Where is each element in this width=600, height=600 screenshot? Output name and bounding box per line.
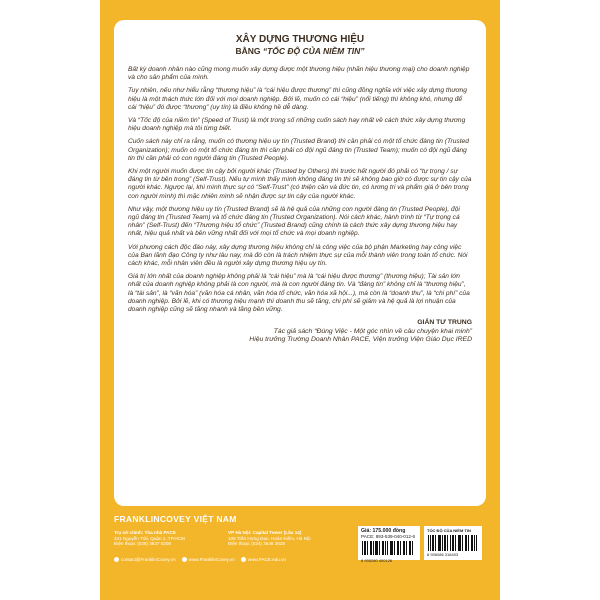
paragraph: Và “Tốc độ của niềm tin” (Speed of Trust) là một trong số những cuốn sách hay nhất về cách thức xây dựng thương hiệu doanh nghiệp mà tôi từng biết. (128, 117, 466, 133)
paragraph: Giá trị lớn nhất của doanh nghiệp không phải là “cái hiệu” mà là “cái hiệu được thương” (thương hiệu); Tài sản lớn nhất của doanh nghiệp không phải là con người, mà là con người đáng tin. Và “đáng tin” không chỉ là “thương hiệu”, là “tài sản”, là “văn hóa” (văn hóa cá nhân, văn hóa tổ chức, văn hóa xã hội...), mà còn là “doanh thu”, là “chi phí” của doanh nghiệp. Bởi lẽ, khi có thương hiệu mạnh thì doanh thu sẽ tăng, chi phí sẽ giảm và hệ quả là lợi nhuận của doanh nghiệp cũng sẽ tăng nhanh và tăng bền vững. (128, 273, 470, 314)
content-panel (114, 20, 486, 506)
hn-head: VP Hà Nội: Capital Tower (Lầu 14) (228, 530, 302, 535)
email-icon (114, 557, 119, 562)
website-link-2[interactable] (241, 557, 286, 562)
title-line2-prefix: BẰNG (235, 46, 263, 56)
barcode-1-icon (361, 541, 415, 557)
publisher-brand: FRANKLINCOVEY VIỆT NAM (114, 514, 237, 524)
hn-line: 109 Trần Hưng Đạo, Hoàn Kiếm, Hà Nội (228, 535, 311, 541)
barcode-title: TỐC ĐỘ CỦA NIỀM TIN (427, 528, 471, 533)
globe-icon (241, 557, 246, 562)
paragraph: Như vậy, một thương hiệu uy tín (Trusted Brand) sẽ là hệ quả của những con người đáng tin (Trusted People), đội ngũ đáng tin (Trusted Team) và tổ chức đáng tin (Trusted Organization). Nói cách khác, hành trình từ “Tự trọng cá nhân” (Self-Trust) đến “Thương hiệu tổ chức” (Trusted Brand) cũng chính là cách thức xây dựng thương hiệu hay nhất, hiệu quả nhất và bền vững nhất đối với mọi tổ chức và mọi doanh nghiệp. (128, 205, 460, 238)
signature-line2: Hiệu trưởng Trường Doanh Nhân PACE, Viện trưởng Viện Giáo Dục IRED (249, 336, 472, 344)
hn-address (228, 530, 336, 547)
price-box (358, 526, 420, 563)
hcm-line: Điện thoại: (028) 3837 0208 (114, 541, 171, 547)
hcm-address (114, 530, 222, 547)
isbn-label: PACE: 893-539-040-012-6 (361, 534, 416, 539)
website-link-1[interactable] (182, 557, 235, 562)
barcode-box (424, 526, 482, 560)
signature (128, 319, 472, 344)
signature-line1: Tác giả sách “Đúng Việc - Một góc nhìn về câu chuyện khai minh” (273, 327, 472, 335)
paragraph: Khi một người muốn được tin cậy bởi người khác (Trusted by Others) thì trước hết người đó phải có “tự trọng / sự đáng tin từ bên trong” (Self-Trust). Nếu tự mình thấy mình không đáng tin thì sẽ không bao giờ có được sự tin cậy của người khác. Ngược lại, khi mình thực sự có “Self-Trust” (có thiện cần và đức tin, có lương tri và phẩm giá ở bên trong con người mình) thì mặc nhiên mình sẽ nhận được sự tin cậy của người khác. (128, 168, 472, 200)
hn-line: Điện thoại: (024) 3646 2828 (228, 541, 285, 547)
paragraph: Bất kỳ doanh nhân nào cũng mong muốn xây dựng được một thương hiệu (nhãn hiệu thương mại) cho doanh nghiệp và cho sản phẩm của mình. (128, 66, 470, 82)
globe-icon (182, 557, 187, 562)
contact-links (114, 557, 340, 562)
paragraph: Tuy nhiên, nếu như hiểu rằng “thương hiệu” là “cái hiệu được thương” thì cũng đồng nghĩa với việc xây dựng thương hiệu là một thách thức lớn đối với mọi doanh nghiệp. Bởi lẽ, muốn có cái “hiệu” (nổi tiếng) thì không khó, nhưng để cái “hiệu” đó được “thương” (uy tín) là điều không hề dễ dàng. (128, 87, 467, 111)
barcode-number-1: 8 935280 400126 (361, 558, 393, 563)
email-text: contact@FranklinCovey.vn (121, 556, 176, 562)
hcm-head: Trụ sở chính: Tòa nhà PACE (114, 530, 176, 535)
addresses (114, 530, 340, 547)
signature-name: GIẢN TƯ TRUNG (417, 319, 472, 327)
website-text-2: www.PACE.edu.vn (247, 556, 286, 562)
barcode-number-2: 8 936086 318403 (427, 552, 459, 557)
hcm-line: 341 Nguyễn Trãi, Quận 1, TP.HCM (114, 535, 185, 541)
publisher-footer (114, 514, 340, 594)
title-line2-quote: “TỐC ĐỘ CỦA NIỀM TIN” (262, 46, 365, 56)
title-line1: XÂY DỰNG THƯƠNG HIỆU (235, 34, 365, 45)
barcode-2-icon (427, 535, 479, 551)
paragraph: Cuốn sách này chỉ ra rằng, muốn có thương hiệu uy tín (Trusted Brand) thì cần phải có một tổ chức đáng tin (Trusted Organization); muốn có một tổ chức đáng tin thì cần phải có đội ngũ đáng tin (Trusted Team); muốn có đội ngũ đáng tin thì cần phải có con người đáng tin (Trusted People). (128, 138, 469, 162)
website-text-1: www.FranklinCovey.vn (188, 556, 235, 562)
email-link[interactable] (114, 557, 176, 562)
title-line2 (128, 46, 472, 56)
price-label: Giá: 175.000 đồng (361, 528, 406, 534)
paragraph: Với phương cách độc đáo này, xây dựng thương hiệu không chỉ là công việc của bộ phận Marketing hay công việc của Ban lãnh đạo Công ty như lâu nay, mà đó còn là trách nhiệm thực sự của mỗi thành viên trong toàn tổ chức. Nói cách khác, mỗi nhân viên đều là người xây dựng thương hiệu uy tín. (128, 243, 468, 268)
